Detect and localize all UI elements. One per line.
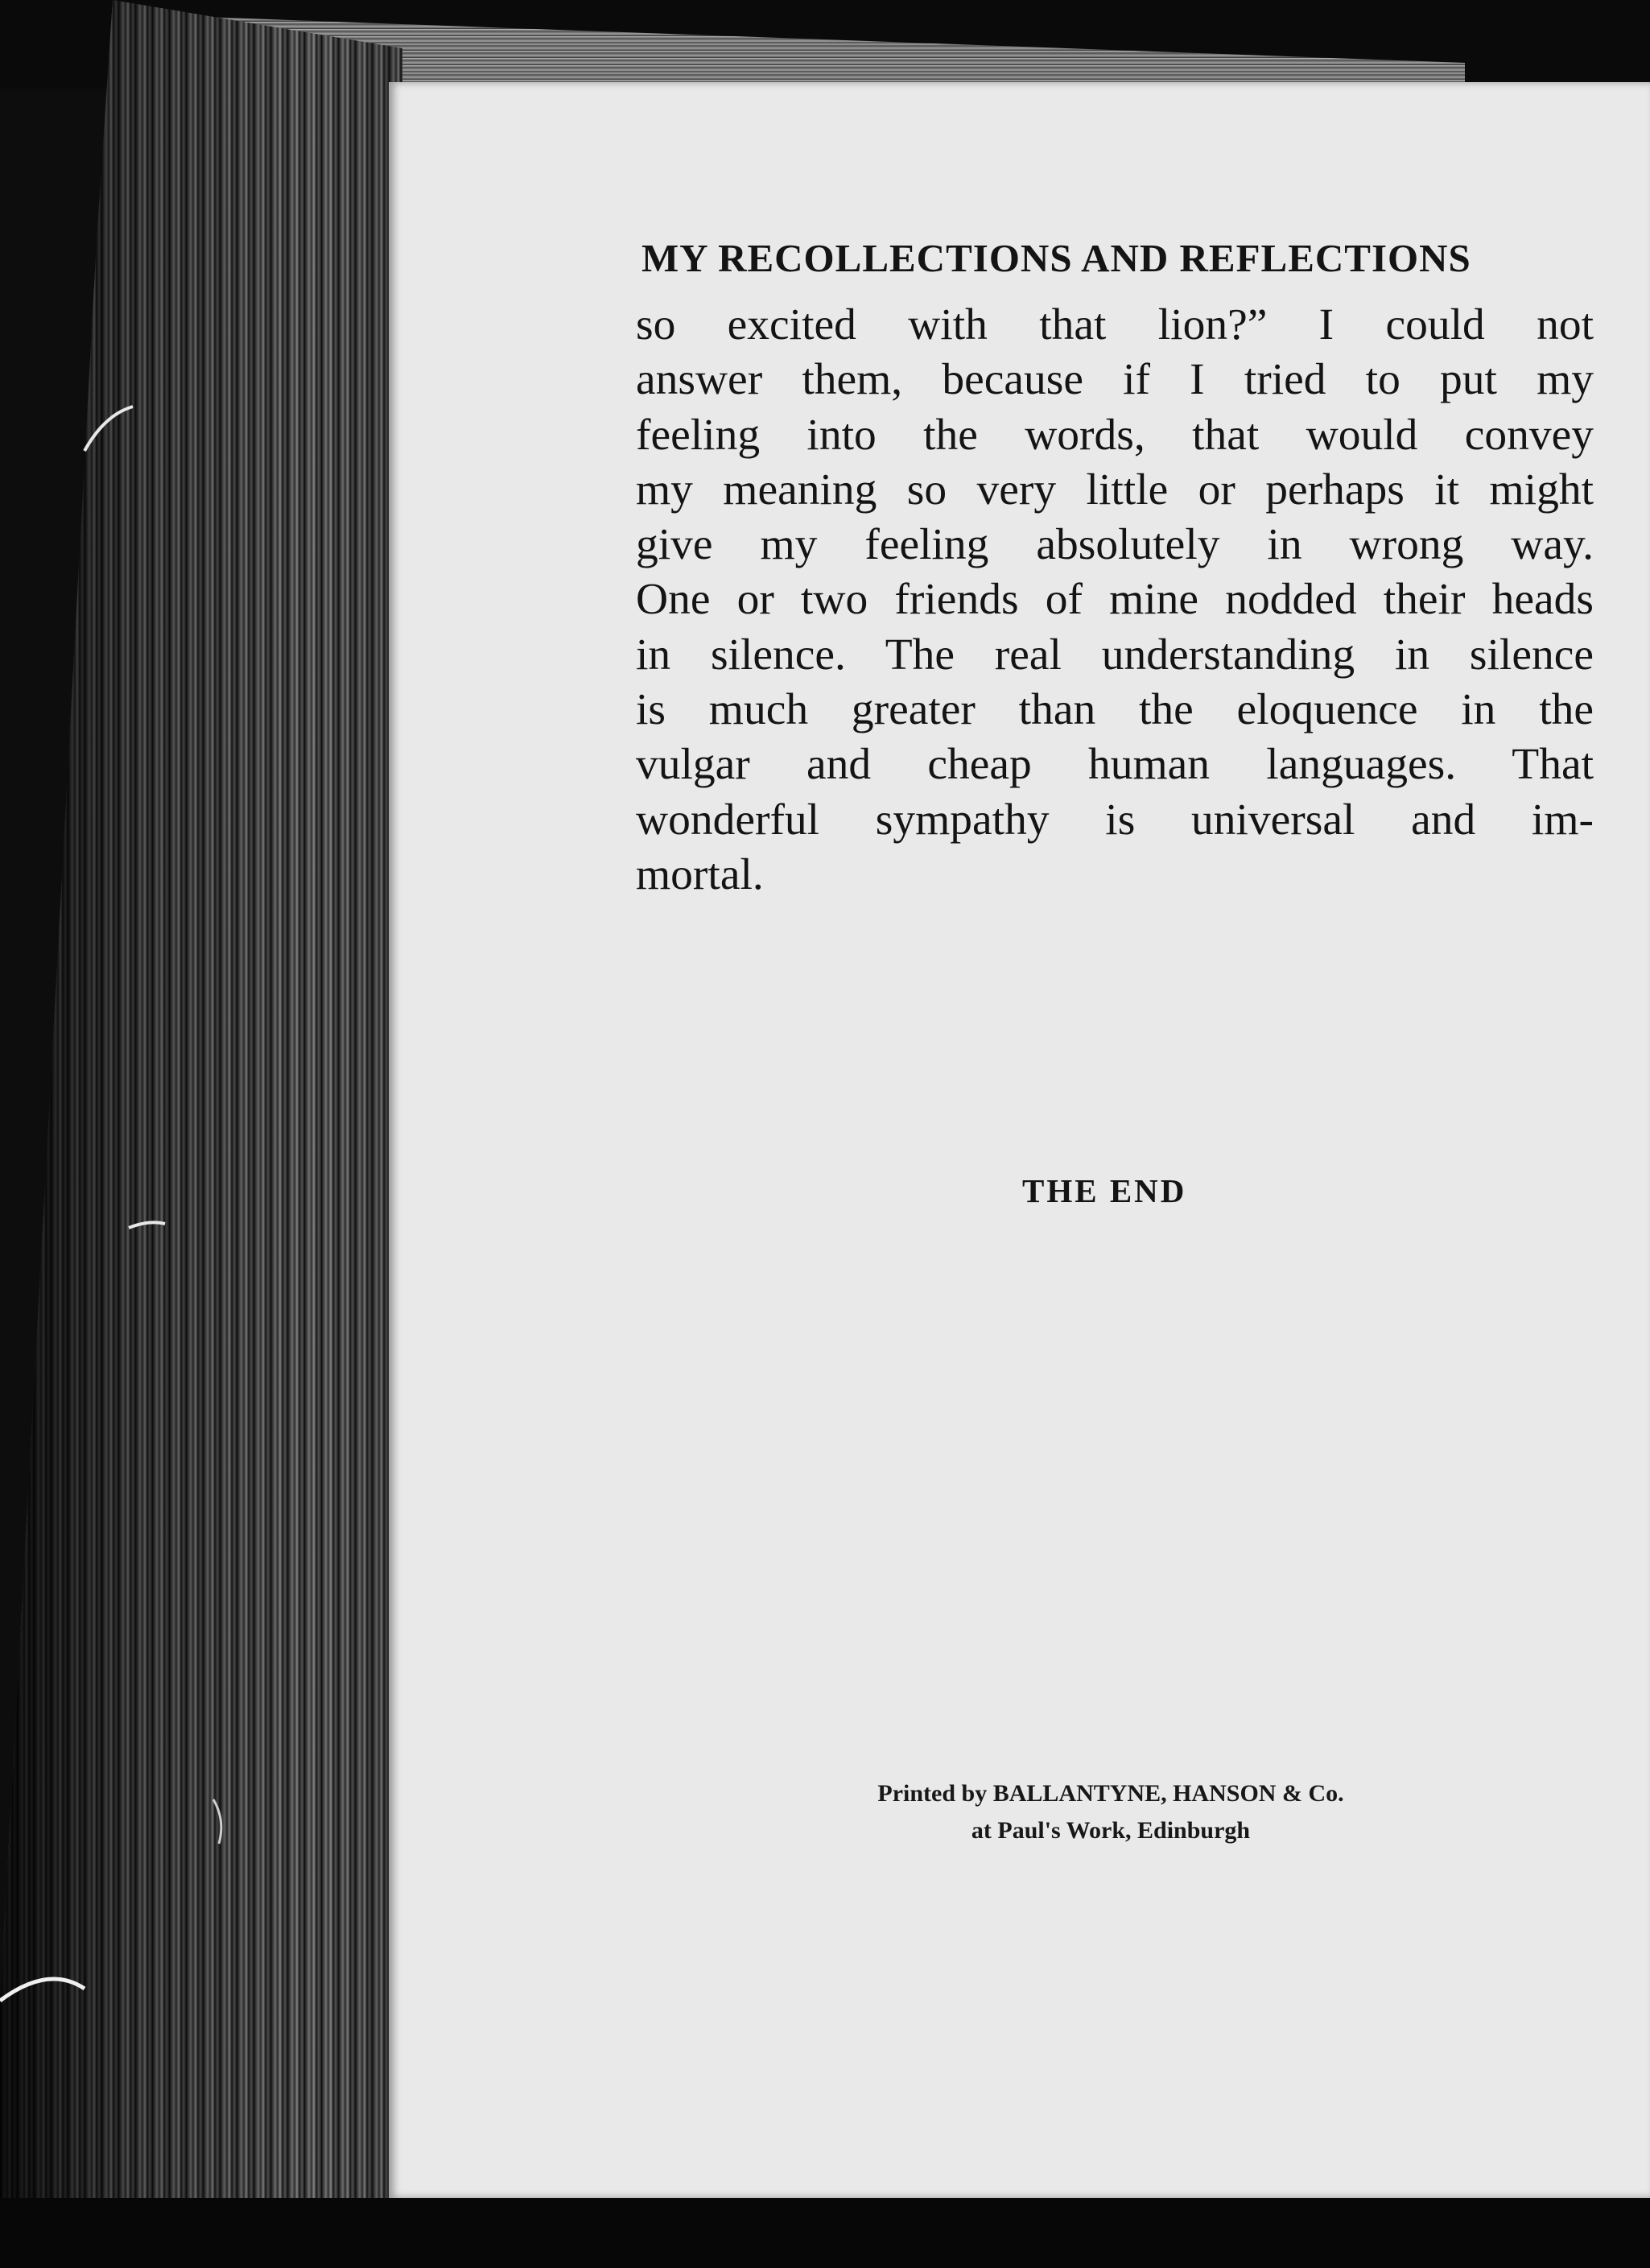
body-line: vulgar and cheap human languages. That [636, 740, 1594, 790]
the-end-heading: THE END [1022, 1172, 1187, 1209]
page-stack-shadow [0, 0, 402, 2198]
body-line: wonderful sympathy is universal and im- [636, 795, 1594, 845]
body-line: give my feeling absolutely in wrong way. [636, 520, 1594, 570]
body-line: One or two friends of mine nodded their heads [636, 575, 1594, 625]
imprint-line-2: at Paul's Work, Edinburgh [971, 1817, 1251, 1844]
body-line: mortal. [636, 849, 764, 899]
body-line: is much greater than the eloquence in the [636, 685, 1594, 735]
background-bottom [0, 2198, 1650, 2268]
body-line: my meaning so very little or perhaps it might [636, 465, 1594, 514]
printer-imprint [805, 1775, 1417, 1849]
body-line: feeling into the words, that would convey [636, 410, 1594, 460]
imprint-line-1: Printed by BALLANTYNE, HANSON & Co. [877, 1780, 1344, 1807]
body-line: answer them, because if I tried to put my [636, 355, 1594, 405]
body-line: in silence. The real understanding in silence [636, 630, 1594, 680]
running-head: MY RECOLLECTIONS AND REFLECTIONS [641, 236, 1471, 280]
body-line: so excited with that lion?” I could not [636, 300, 1594, 349]
body-text [636, 298, 1594, 903]
